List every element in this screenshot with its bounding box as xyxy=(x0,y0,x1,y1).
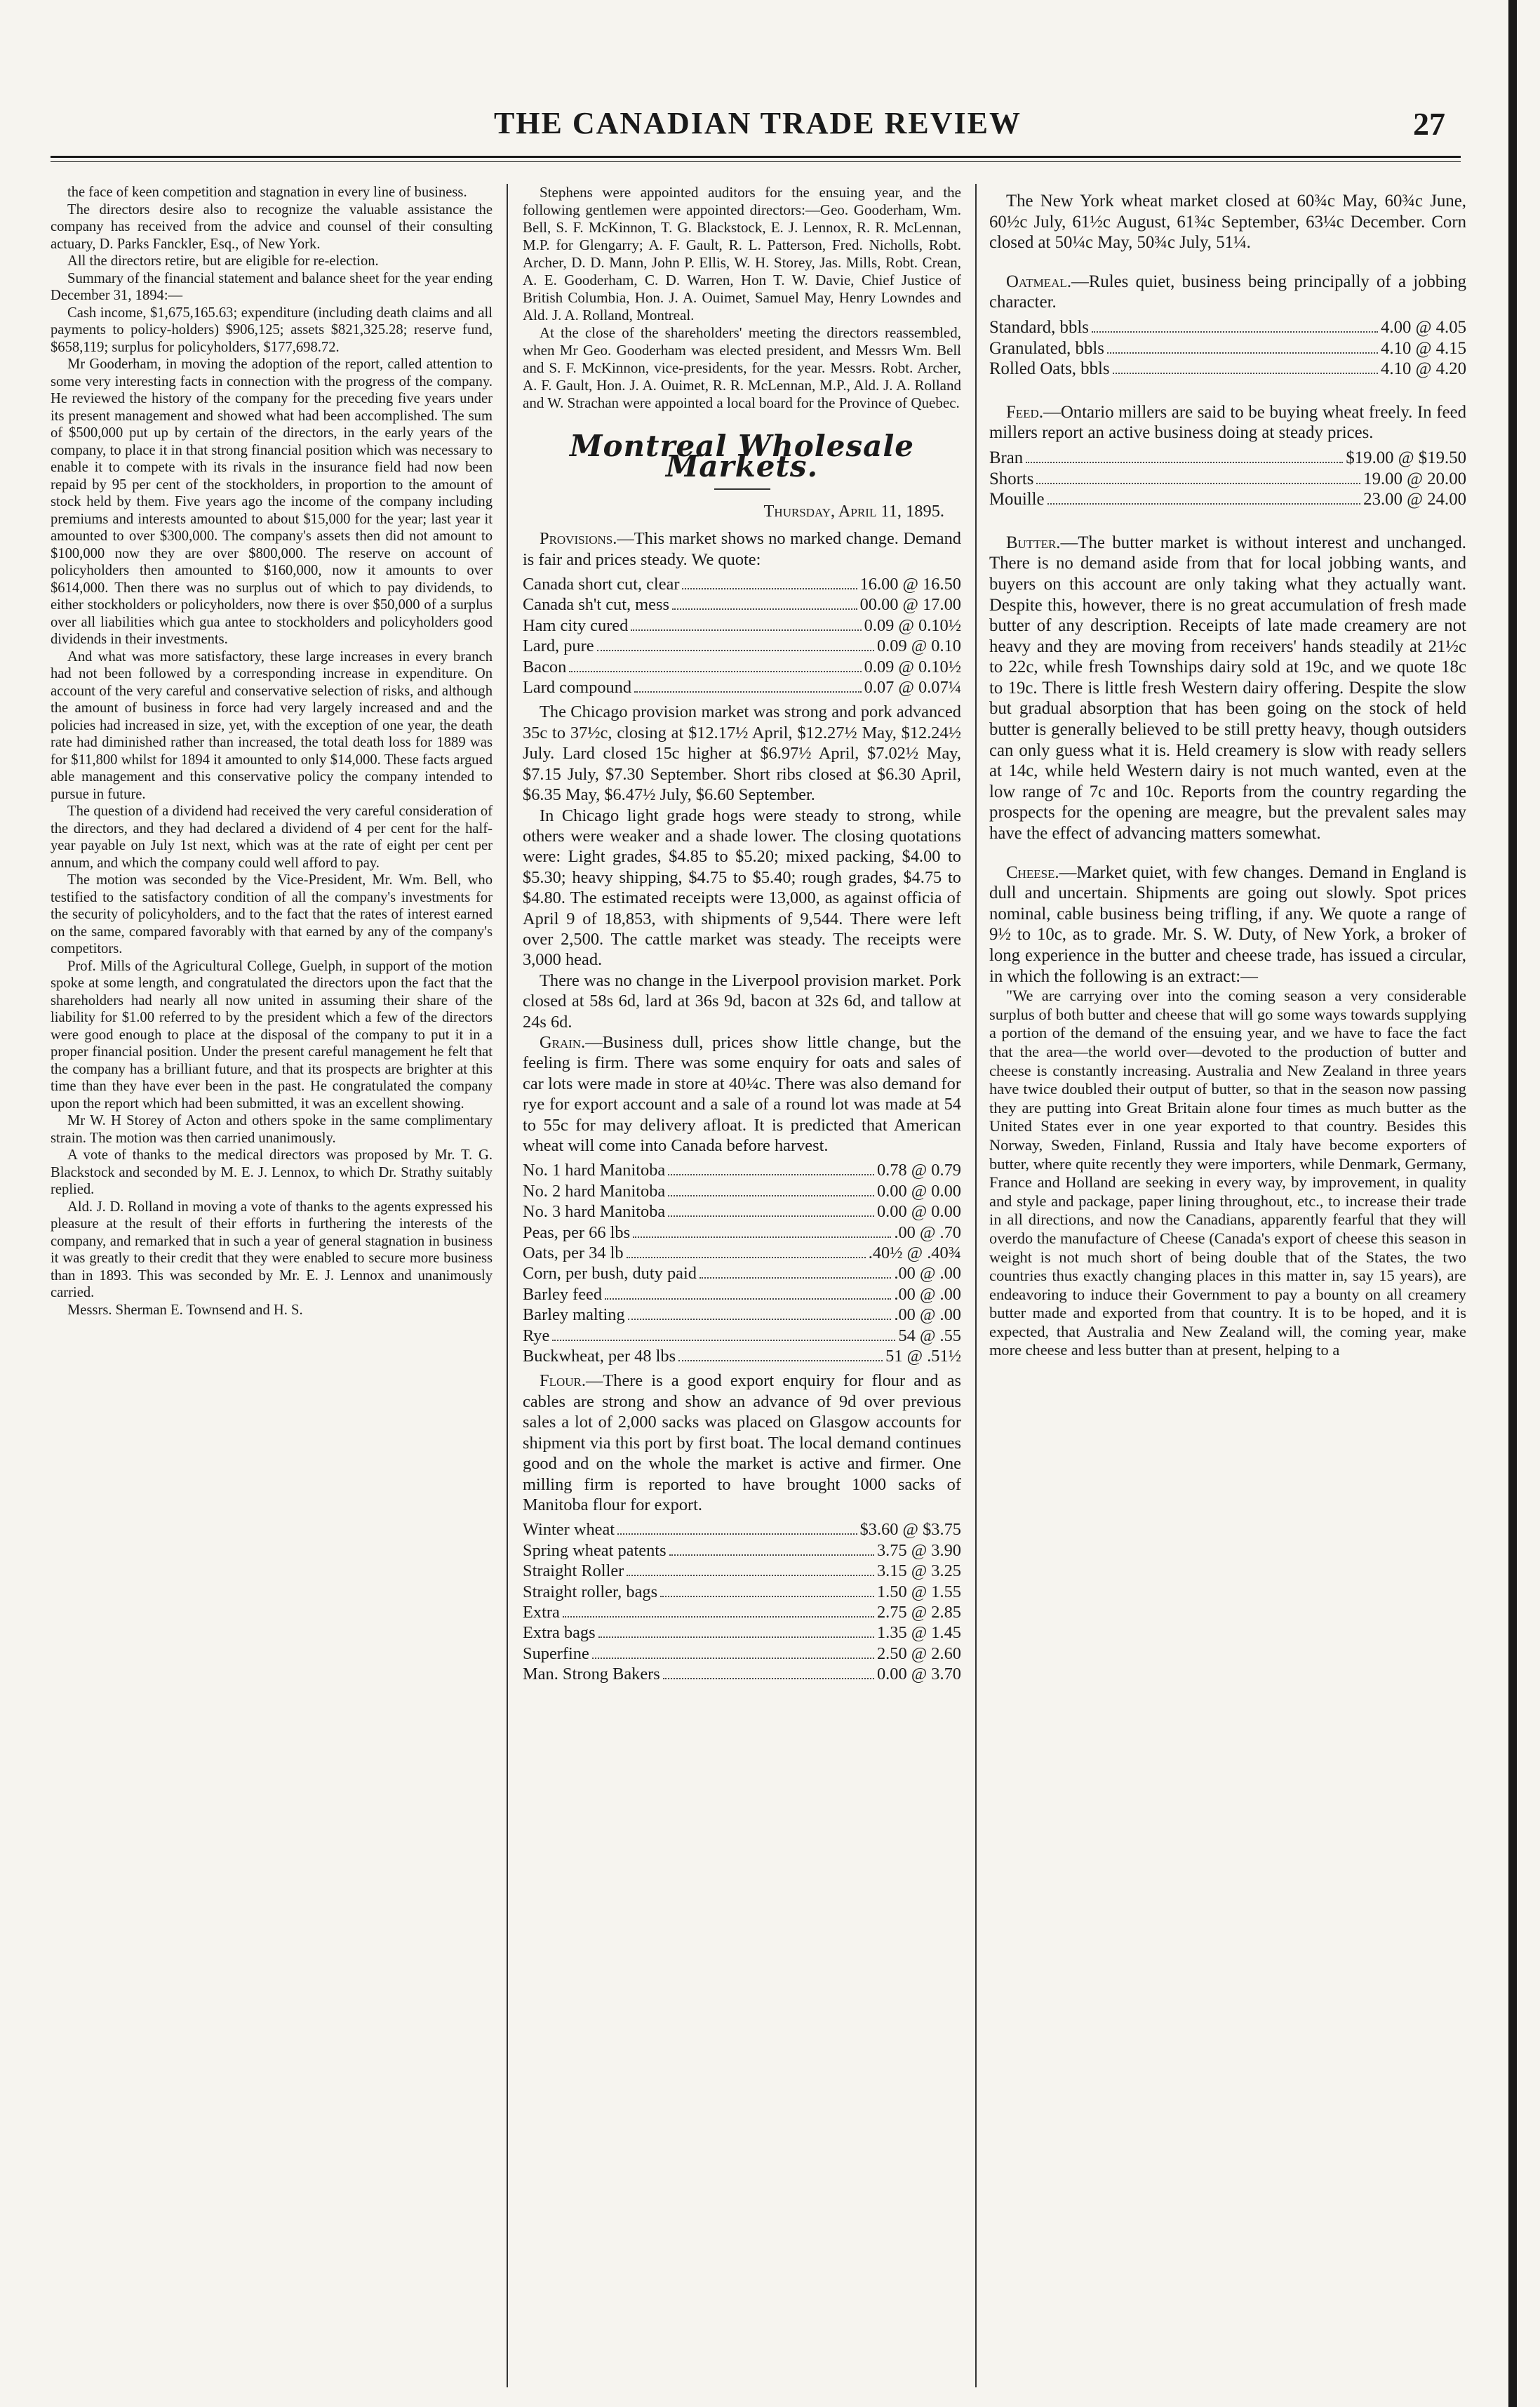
leader-dots xyxy=(631,629,861,631)
price-row xyxy=(523,1582,961,1602)
price-value: 4.00 @ 4.05 xyxy=(1380,317,1466,337)
grain-text: —Business dull, prices show little change, but the feeling is firm. There was some enquiry for oats and sales of car lots were made in store at 40¼c. There was also demand for rye for export account and a sale of a round lot was made at 54 to 55c for may delivery afloat. It is predicted that American wheat will come into Canada before harvest. xyxy=(523,1032,961,1155)
price-value: $3.60 @ $3.75 xyxy=(859,1520,961,1540)
leader-dots xyxy=(633,1236,891,1238)
leader-dots xyxy=(668,1174,874,1175)
leader-dots xyxy=(634,691,862,693)
price-row xyxy=(523,1561,961,1581)
price-label: No. 1 hard Manitoba xyxy=(523,1161,666,1180)
paragraph: In Chicago light grade hogs were steady to strong, while others were weaker and a shade lower. The closing quotations were: Light grades, $4.85 to $5.20; mixed packing, $4.00 to $5.30; heavy shipping, $4.75 to $5.40; rough grades, $4.75 to $4.80. The estimated receipts were 13,000, as against officia of April 9 of 18,853, with shipments of 9,544. There were left over 2,500. The cattle market was steady. The receipts were 3,000 head. xyxy=(523,806,961,970)
leader-dots xyxy=(552,1340,895,1341)
column-separator xyxy=(975,184,977,2387)
leader-dots xyxy=(1047,503,1361,505)
price-label: Ham city cured xyxy=(523,615,629,635)
leader-dots xyxy=(1026,462,1343,463)
price-label: Lard, pure xyxy=(523,636,594,656)
price-value: 3.15 @ 3.25 xyxy=(876,1561,961,1581)
price-label: Barley feed xyxy=(523,1284,603,1304)
price-row xyxy=(523,1201,961,1222)
leader-dots xyxy=(597,650,874,651)
leader-dots xyxy=(672,608,857,610)
flour-paragraph xyxy=(523,1371,961,1515)
feed-text: —Ontario millers are said to be buying wheat freely. In feed millers report an active business doing at steady prices. xyxy=(989,402,1466,443)
price-row xyxy=(523,1222,961,1243)
leader-dots xyxy=(669,1554,874,1556)
leader-dots xyxy=(1036,483,1360,484)
paragraph: Mr W. H Storey of Acton and others spoke in the same complimentary strain. The motion was then carried unanimously. xyxy=(51,1113,493,1146)
paragraph: Summary of the financial statement and balance sheet for the year ending December 31, 1894:— xyxy=(51,270,493,303)
price-value: 54 @ .55 xyxy=(898,1326,961,1345)
page-edge-shadow xyxy=(1508,0,1517,2407)
price-value: 4.10 @ 4.15 xyxy=(1380,338,1466,358)
leader-dots xyxy=(617,1533,857,1535)
column-3 xyxy=(989,184,1466,2387)
price-label: Mouille xyxy=(989,490,1045,509)
feed-lead: Feed. xyxy=(1006,402,1044,422)
paragraph: The question of a dividend had received the very careful consideration of the directors, and they had declared a dividend of 4 per cent for the half-year payable on July 1st next, which was at the rate of eight per cent per annum, and which the company could well afford to pay. xyxy=(51,804,493,871)
page-number: 27 xyxy=(1413,106,1445,142)
price-label: Oats, per 34 lb xyxy=(523,1243,624,1263)
price-row xyxy=(523,1346,961,1366)
price-label: Rolled Oats, bbls xyxy=(989,359,1110,379)
column-1 xyxy=(51,184,493,2387)
paragraph: There was no change in the Liverpool provision market. Pork closed at 58s 6d, lard at 36s 9d, bacon at 32s 6d, and tallow at 24s 6d. xyxy=(523,971,961,1032)
price-label: Bran xyxy=(989,448,1024,467)
leader-dots xyxy=(660,1596,874,1597)
price-value: 51 @ .51½ xyxy=(885,1347,961,1366)
price-row xyxy=(989,359,1466,380)
price-row xyxy=(523,636,961,656)
price-value: 0.09 @ 0.10½ xyxy=(864,657,961,676)
leader-dots xyxy=(663,1678,874,1679)
paragraph: Cash income, $1,675,165.63; expenditure (including death claims and all payments to policy-holders) $906,125; assets $821,325.28; reserve fund, $658,119; surplus for policyholders, $177,698.72. xyxy=(51,305,493,355)
price-row xyxy=(523,1181,961,1201)
price-label: No. 2 hard Manitoba xyxy=(523,1181,666,1201)
price-value: 0.07 @ 0.07¼ xyxy=(864,678,961,698)
cheese-text: —Market quiet, with few changes. Demand in England is dull and uncertain. Shipments are going out slowly. Spot prices nominal, cable business being trifling, if any. We quote a range of 9½ to 10c, as to grade. Mr. S. W. Duty, of New York, a broker of long experience in the butter and cheese trade, has issued a circular, in which the following is an extract:— xyxy=(989,862,1466,986)
price-row xyxy=(523,1243,961,1263)
butter-paragraph xyxy=(989,533,1466,844)
leader-dots xyxy=(598,1636,874,1638)
price-row xyxy=(523,1305,961,1325)
price-row xyxy=(989,338,1466,359)
price-value: 00.00 @ 17.00 xyxy=(859,595,961,615)
price-row xyxy=(523,1540,961,1561)
paragraph: Ald. J. D. Rolland in moving a vote of thanks to the agents expressed his pleasure at the result of their efforts in furthering the interests of the company, and remarked that in such a year of general stagnation in business it was greatly to their credit that they were enabled to secure more business than in 1893. This was seconded by Mr. E. J. Lennox and unanimously carried. xyxy=(51,1199,493,1300)
price-value: 0.00 @ 3.70 xyxy=(876,1665,961,1684)
leader-dots xyxy=(563,1616,874,1618)
dateline: Thursday, April 11, 1895. xyxy=(763,501,944,521)
leader-dots xyxy=(668,1195,874,1196)
oatmeal-paragraph xyxy=(989,272,1466,313)
paragraph: Prof. Mills of the Agricultural College, Guelph, in support of the motion spoke at some length, and congratulated the directors upon the fact that the shareholders had nearly all now united in assuming their share of the liability for $1.00 referred to by the president which a few of the directors were good enough to place at the disposal of the company to put it in a proper financial position. Under the present careful management he felt that the company has a brilliant future, and that its prospects are brighter at this time than they have ever been in the past. He congratulated the company upon the report which had been submitted, it was an excellent showing. xyxy=(51,958,493,1112)
price-value: .00 @ .00 xyxy=(894,1284,961,1304)
butter-text: —The butter market is without interest and unchanged. There is no demand aside from that for local jobbing wants, and buyers on this account are only taking what they actually want. Despite this, however, there is no great accumulation of fresh made butter of any description. Receipts of late made creamery are not heavy and they are moving from receivers' hands steadily at 21½c to 22c, while fresh Townships dairy sold at 19c, and we quote 18c to 19c. There is little fresh Western dairy offering. Despite the slow but gradual absorption that has been going on the stock of held butter is generally believed to be still pretty heavy, though outsiders can only guess what it is. Held creamery is slow with ready sellers at 14c, while held Western dairy is not much wanted, even at the low range of 7c and 10c. Reports from the country regarding the prospects for the opening are meagre, but the prevalent sales may have the effect of advancing matters somewhat. xyxy=(989,533,1466,844)
price-label: Corn, per bush, duty paid xyxy=(523,1264,697,1283)
price-value: .00 @ .00 xyxy=(894,1305,961,1325)
price-row xyxy=(523,1519,961,1540)
cheese-lead: Cheese. xyxy=(1006,862,1059,882)
price-label: Canada sh't cut, mess xyxy=(523,595,669,615)
price-label: Rye xyxy=(523,1326,550,1345)
price-value: 0.09 @ 0.10 xyxy=(876,636,961,656)
price-row xyxy=(523,1622,961,1643)
price-row xyxy=(523,574,961,594)
price-label: Extra bags xyxy=(523,1623,596,1643)
price-row xyxy=(989,317,1466,338)
flour-text: —There is a good export enquiry for flour and as cables are strong and show an advance of 9d over previous sales a lot of 2,000 sacks was placed on Glasgow accounts for shipment via this port by first boat. The local demand continues good and on the whole the market is active and firmer. One milling firm is reported to have brought 1000 sacks of Manitoba flour for export. xyxy=(523,1371,961,1514)
feed-table xyxy=(989,448,1466,510)
price-row xyxy=(523,1664,961,1684)
price-row xyxy=(989,489,1466,510)
feed-paragraph xyxy=(989,402,1466,444)
price-label: Lard compound xyxy=(523,678,632,698)
provisions-lead: Provisions. xyxy=(540,529,617,549)
price-label: Superfine xyxy=(523,1643,589,1663)
price-label: Shorts xyxy=(989,469,1034,488)
price-label: Bacon xyxy=(523,657,567,676)
price-row xyxy=(523,1643,961,1664)
paragraph: Messrs. Sherman E. Townsend and H. S. xyxy=(67,1302,303,1318)
leader-dots xyxy=(682,588,857,589)
paragraph: The directors desire also to recognize the valuable assistance the company has received from the advice and counsel of their consulting actuary, D. Parks Fanckler, Esq., of New York. xyxy=(51,201,493,252)
paragraph: The motion was seconded by the Vice-President, Mr. Wm. Bell, who testified to the satisfactory condition of all the company's investments for the security of policyholders, and to the fact that the rates of interest earned on the same, compared favorably with that earned by any of the company's competitors. xyxy=(51,872,493,956)
price-row xyxy=(523,1263,961,1283)
price-row xyxy=(989,448,1466,469)
price-label: Granulated, bbls xyxy=(989,338,1104,358)
price-row xyxy=(523,1326,961,1346)
price-value: .00 @ .00 xyxy=(894,1264,961,1283)
page-header xyxy=(42,105,1473,147)
leader-dots xyxy=(699,1277,891,1279)
price-value: 3.75 @ 3.90 xyxy=(876,1540,961,1560)
price-value: 23.00 @ 24.00 xyxy=(1363,490,1466,509)
price-value: .40½ @ .40¾ xyxy=(868,1243,961,1263)
grain-paragraph xyxy=(523,1032,961,1156)
paragraph: All the directors retire, but are eligible for re-election. xyxy=(67,253,379,269)
paragraph: the face of keen competition and stagnation in every line of business. xyxy=(67,185,467,200)
price-value: 16.00 @ 16.50 xyxy=(859,575,961,594)
oatmeal-text: —Rules quiet, business being principally of a jobbing character. xyxy=(989,272,1466,312)
price-value: 1.50 @ 1.55 xyxy=(876,1582,961,1601)
leader-dots xyxy=(1113,373,1378,374)
price-value: 0.09 @ 0.10½ xyxy=(864,615,961,635)
grain-table xyxy=(523,1160,961,1366)
leader-dots xyxy=(1107,352,1378,354)
price-label: Peas, per 66 lbs xyxy=(523,1222,631,1242)
paragraph: At the close of the shareholders' meeting the directors reassembled, when Mr Geo. Gooderham was elected president, and Messrs Wm. Bell and S. F. McKinnon, vice-presidents, for the year. Messrs. Robt. Archer, A. F. Gault, Hon. J. A. Ouimet, R. R. McLennan, M.P., Ald. J. A. Rolland and W. Strachan were appointed a local board for the Province of Quebec. xyxy=(523,324,961,411)
price-label: Spring wheat patents xyxy=(523,1540,667,1560)
price-label: Man. Strong Bakers xyxy=(523,1665,660,1684)
provisions-table xyxy=(523,574,961,698)
leader-dots xyxy=(668,1215,874,1217)
provisions-paragraph xyxy=(523,528,961,570)
price-row xyxy=(523,677,961,698)
leader-dots xyxy=(627,1575,874,1576)
paragraph: Mr Gooderham, in moving the adoption of the report, called attention to some very interesting facts in connection with the progress of the company. He reviewed the history of the company for the preceding five years under its present management and showed what had been accomplished. The sum of $500,000 put up by certain of the directors, in the early years of the company, to place it in that strong financial position which was necessary to enable it to compete with its rivals in the insurance field had now been repaid by 95 per cent of the stockholders, in proportion to the amount of stock held by them. Five years ago the income of the company including premiums and interests amounted to about $15,000 for the year; last year it amounted to over $300,000. The company's assets then did not amount to $100,000 now they are over $800,000. The reserve on account of policyholders then amounted to $160,000, now it amounts to over $614,000. Then there was no surplus out of which to pay dividends, to either stockholders or policyholders, now there is over $50,000 of a surplus over all liabilities which gua antee to stockholders and policyholders good dividends in their investments. xyxy=(51,356,493,647)
column-separator xyxy=(507,184,508,2387)
price-row xyxy=(523,1160,961,1180)
flour-table xyxy=(523,1519,961,1684)
quote-paragraph: "We are carrying over into the coming season a very considerable surplus of both butter and cheese that will go some ways towards supplying a portion of the demand of the ensuing year, and we have to face the fact that the area—the world over—devoted to the production of butter and cheese is constantly increasing. Australia and New Zealand in three years have twice doubled their output of butter, so that in the season now passing they are putting into Great Britain alone four times as much butter as the United States ever in one year exported to that country. Besides this Norway, Sweden, Finland, Russia and Italy have become exporters of butter, where quite recently they were importers, while Denmark, Germany, France and Holland are seeking in every way, by improvement, in quality and style and package, paper lining throughout, etc., to increase their trade in all directions, and now the Canadians, apparently fearful that they will overdo the manufacture of Cheese (Canada's export of cheese this season in weight is not much short of being double that of the States, the two countries thus exactly changing places in this matter in, say 15 years), are endeavoring to induce their Government to pay a bounty on all creamery butter made and exported from that country. It is to be hoped, and it is expected, that Australia and New Zealand will, the coming year, make more cheese and less butter than at present, helping to a xyxy=(989,987,1466,1359)
price-value: 4.10 @ 4.20 xyxy=(1380,359,1466,379)
paragraph: The Chicago provision market was strong and pork advanced 35c to 37½c, closing at $12.17½ April, $12.27½ May, $12.24½ July. Lard closed 15c higher at $6.97½ April, $7.02½ May, $7.15 July, $7.30 September. Short ribs closed at $6.30 April, $6.35 May, $6.47½ July, $6.60 September. xyxy=(523,702,961,805)
leader-dots xyxy=(1092,331,1378,333)
price-row xyxy=(523,1284,961,1305)
price-label: Standard, bbls xyxy=(989,317,1089,337)
price-value: 1.35 @ 1.45 xyxy=(876,1623,961,1643)
price-value: $19.00 @ $19.50 xyxy=(1346,448,1466,467)
column-2 xyxy=(523,184,961,2387)
paragraph: And what was more satisfactory, these large increases in every branch had not been followed by a corresponding increase in expenditure. On account of the very careful and conservative selection of risks, and although the amount of business in force had very largely increased and and the policies had increased in size, yet, with the exception of one year, the death rate had diminished rather than increased, the total death loss for 1889 was for $11,800 whilst for 1894 it amounted to only $14,000. These facts argued able management and this conservative policy the company intended to pursue in future. xyxy=(51,648,493,802)
price-label: Barley malting xyxy=(523,1305,625,1325)
price-label: Extra xyxy=(523,1602,560,1622)
price-row xyxy=(523,594,961,615)
butter-lead: Butter. xyxy=(1006,533,1061,552)
provisions-text: —This market shows no marked change. Demand is fair and prices steady. We quote: xyxy=(523,529,961,569)
leader-dots xyxy=(592,1658,874,1659)
oatmeal-lead: Oatmeal. xyxy=(1006,272,1072,291)
price-label: Winter wheat xyxy=(523,1520,615,1540)
leader-dots xyxy=(628,1319,892,1320)
price-value: 0.78 @ 0.79 xyxy=(876,1161,961,1180)
price-label: No. 3 hard Manitoba xyxy=(523,1202,666,1222)
price-value: .00 @ .70 xyxy=(894,1222,961,1242)
price-row xyxy=(523,657,961,677)
price-row xyxy=(523,615,961,636)
ny-market-paragraph: The New York wheat market closed at 60¾c May, 60¾c June, 60½c July, 61½c August, 61¾c September, 63¼c December. Corn closed at 50¼c May, 50¾c July, 51¼. xyxy=(989,192,1466,253)
page-title: THE CANADIAN TRADE REVIEW xyxy=(493,106,1022,140)
title-rule xyxy=(714,488,770,490)
flour-lead: Flour. xyxy=(540,1371,586,1391)
price-label: Straight Roller xyxy=(523,1561,624,1581)
price-value: 0.00 @ 0.00 xyxy=(876,1181,961,1201)
oatmeal-table xyxy=(989,317,1466,380)
price-value: 0.00 @ 0.00 xyxy=(876,1202,961,1222)
leader-dots xyxy=(627,1257,866,1258)
section-title: Montreal Wholesale Markets. xyxy=(569,429,914,484)
cheese-paragraph xyxy=(989,862,1466,987)
price-label: Straight roller, bags xyxy=(523,1582,658,1601)
grain-lead: Grain. xyxy=(540,1032,586,1052)
price-value: 19.00 @ 20.00 xyxy=(1363,469,1466,488)
header-rule-thin xyxy=(51,161,1461,162)
price-label: Buckwheat, per 48 lbs xyxy=(523,1347,676,1366)
paragraph: Stephens were appointed auditors for the ensuing year, and the following gentlemen were appointed directors:—Geo. Gooderham, Wm. Bell, S. F. McKinnon, T. G. Blackstock, E. J. Lennox, R. R. McLennan, M.P. for Glengarry; A. F. Gault, R. L. Patterson, Fred. Nicholls, Robt. Archer, D. D. Mann, John P. Ellis, W. H. Storey, Jas. Mills, Robt. Crean, A. E. Gooderham, C. D. Warren, Hon T. W. Davie, Chief Justice of British Columbia, Hon. J. A. Ouimet, Samuel May, Henry Lowndes and Ald. J. A. Rolland, Montreal. xyxy=(523,184,961,324)
leader-dots xyxy=(678,1360,883,1361)
paragraph: A vote of thanks to the medical directors was proposed by Mr. T. G. Blackstock and seconded by M. E. J. Lennox, to which Dr. Strathy suitably replied. xyxy=(51,1147,493,1197)
price-value: 2.50 @ 2.60 xyxy=(876,1643,961,1663)
price-value: 2.75 @ 2.85 xyxy=(876,1602,961,1622)
price-label: Canada short cut, clear xyxy=(523,575,680,594)
price-row xyxy=(523,1602,961,1622)
leader-dots xyxy=(569,671,861,672)
leader-dots xyxy=(605,1298,891,1300)
price-row xyxy=(989,469,1466,490)
header-rule xyxy=(51,156,1461,158)
